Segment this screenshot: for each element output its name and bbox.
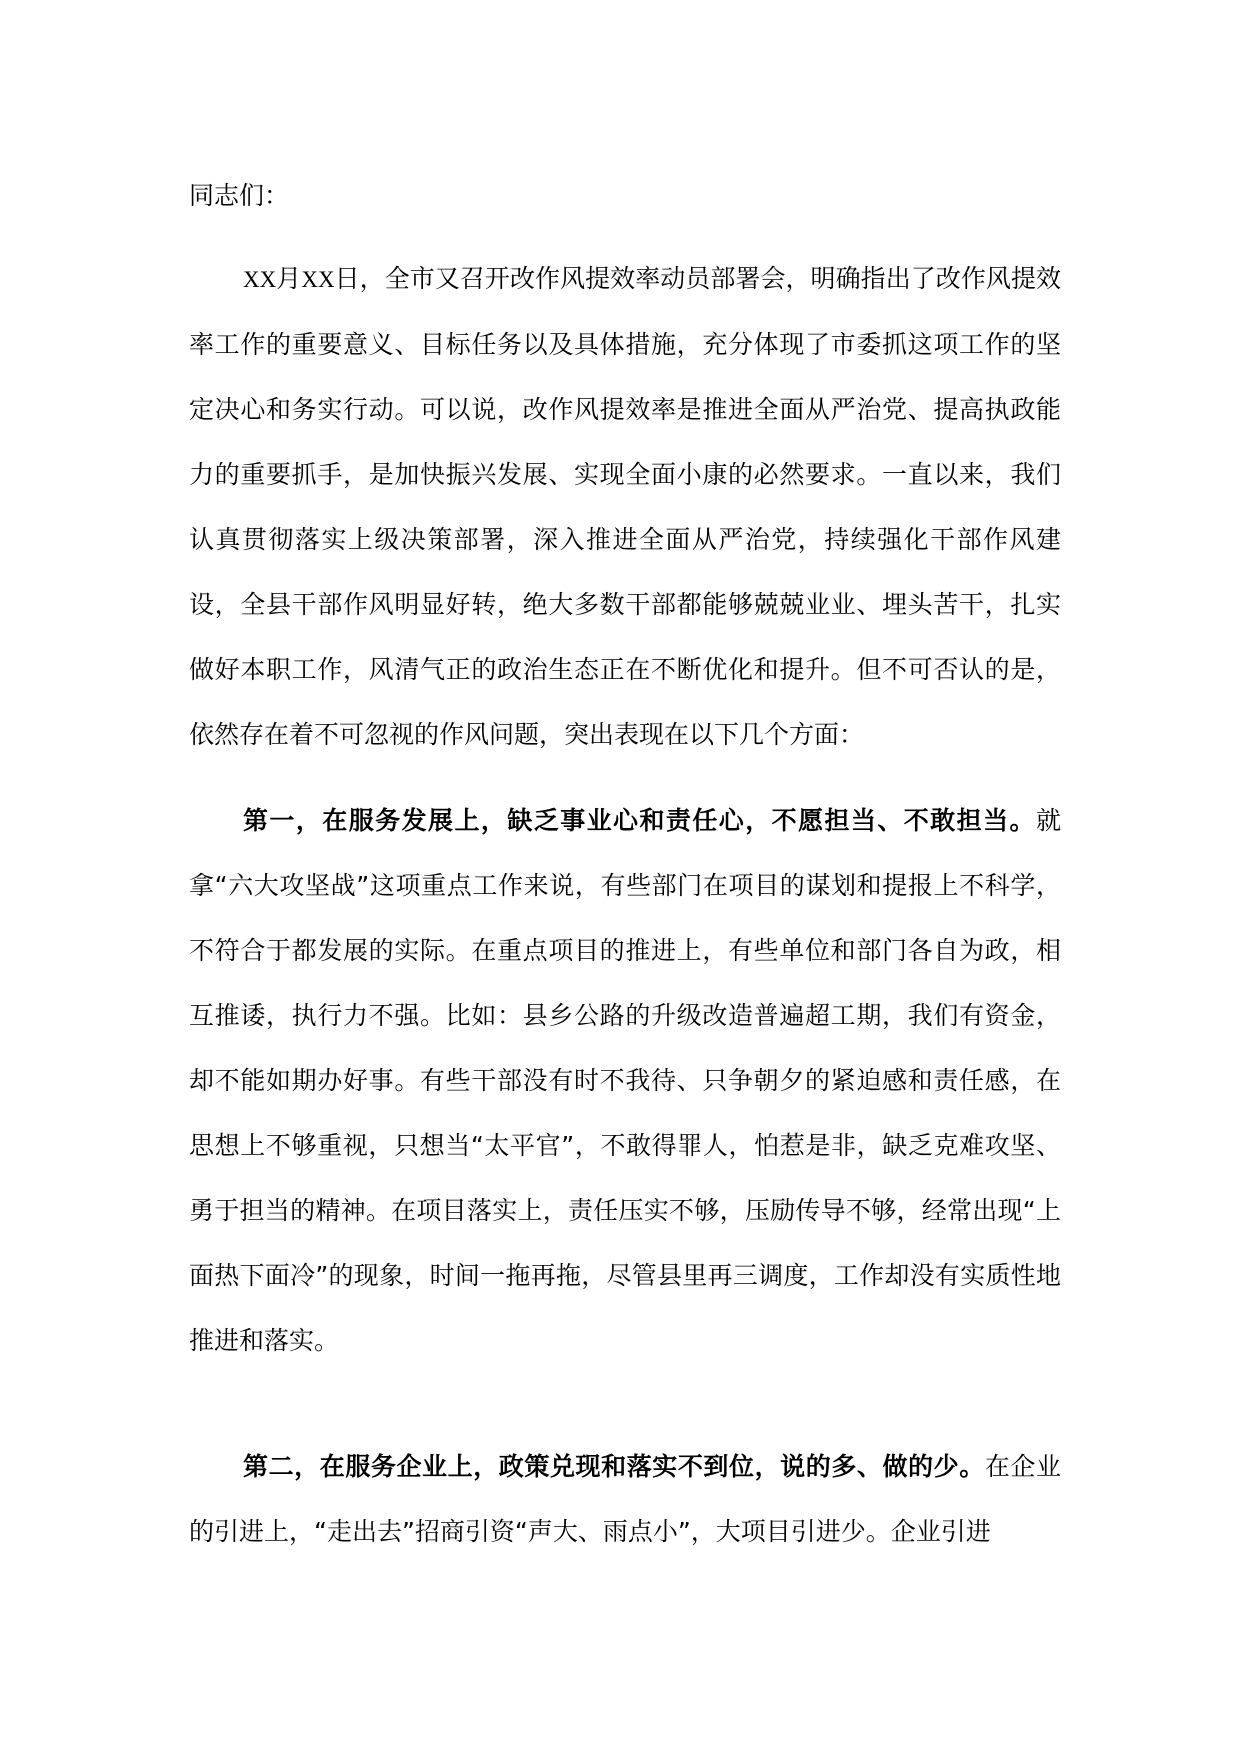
date-day-placeholder: XX [301,267,335,292]
paragraph-first-point [189,788,1061,1373]
second-point-heading: 第二，在服务企业上，政策兑现和落实不到位，说的多、做的少。 [243,1452,985,1481]
first-point-text: 就拿“六大攻坚战”这项重点工作来说，有些部门在项目的谋划和提报上不科学，不符合于都发展的实际。在重点项目的推进上，有些单位和部门各自为政，相互推诿，执行力不强。比如：县乡公路的升级改造普遍超工期，我们有资金，却不能如期办好事。有些干部没有时不我待、只争朝夕的紧迫感和责任感，在思想上不够重视，只想当“太平官”，不敢得罪人，怕惹是非，缺乏克难攻坚、勇于担当的精神。在项目落实上，责任压实不够，压励传导不够，经常出现“上面热下面冷”的现象，时间一拖再拖，尽管县里再三调度，工作却没有实质性地推进和落实。 [189,806,1061,1355]
first-point-heading: 第一，在服务发展上，缺乏事业心和责任心，不愿担当、不敢担当。 [243,806,1036,835]
paragraph-intro [189,246,1061,767]
date-month-placeholder: XX [243,267,277,292]
document-page [189,0,1061,1754]
date-month-unit: 月 [276,264,302,293]
paragraph-second-point [189,1434,1061,1564]
salutation: 同志们： [189,181,290,210]
paragraph-intro-text: 日，全市又召开改作风提效率动员部署会，明确指出了改作风提效率工作的重要意义、目标任务以及具体措施，充分体现了市委抓这项工作的坚定决心和务实行动。可以说，改作风提效率是推进全面从严治党、提高执政能力的重要抓手，是加快振兴发展、实现全面小康的必然要求。一直以来，我们认真贯彻落实上级决策部署，深入推进全面从严治党，持续强化干部作风建设，全县干部作风明显好转，绝大多数干部都能够兢兢业业、埋头苦干，扎实做好本职工作，风清气正的政治生态正在不断优化和提升。但不可否认的是，依然存在着不可忽视的作风问题，突出表现在以下几个方面： [189,264,1061,749]
second-point-text: 在企业的引进上，“走出去”招商引资“声大、雨点小”，大项目引进少。企业引进 [189,1452,1061,1546]
